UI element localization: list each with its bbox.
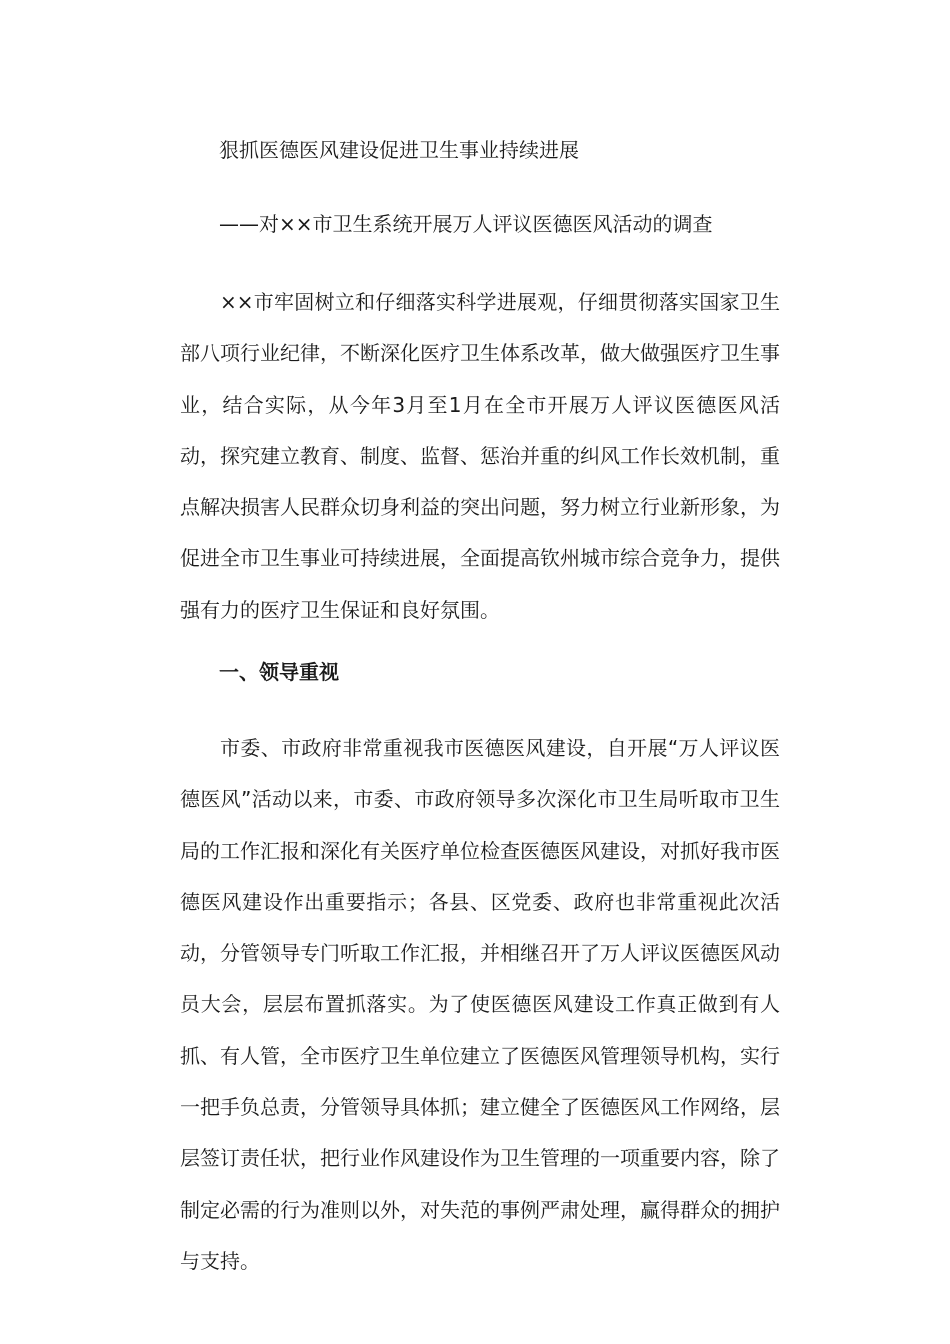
document-title: 狠抓医德医风建设促进卫生事业持续进展	[219, 138, 579, 162]
section-heading: 一、领导重视	[219, 660, 339, 684]
section-paragraph: 市委、市政府非常重视我市医德医风建设，自开展“万人评议医德医风”活动以来，市委、市政府领导多次深化市卫生局听取市卫生局的工作汇报和深化有关医疗单位检查医德医风建设，对抓好我市医德医风建设作出重要指示；各县、区党委、政府也非常重视此次活动，分管领导专门听取工作汇报，并相继召开了万人评议医德医风动员大会，层层布置抓落实。为了使医德医风建设工作真正做到有人抓、有人管，全市医疗卫生单位建立了医德医风管理领导机构，实行一把手负总责，分管领导具体抓；建立健全了医德医风工作网络，层层签订责任状，把行业作风建设作为卫生管理的一项重要内容，除了制定必需的行为准则以外，对失范的事例严肃处理，赢得群众的拥护与支持。	[180, 736, 780, 1273]
document-subtitle: ——对××市卫生系统开展万人评议医德医风活动的调查	[219, 212, 713, 236]
intro-paragraph: ××市牢固树立和仔细落实科学进展观，仔细贯彻落实国家卫生部八项行业纪律，不断深化医疗卫生体系改革，做大做强医疗卫生事业，结合实际，从今年3月至1月在全市开展万人评议医德医风活动，探究建立教育、制度、监督、惩治并重的纠风工作长效机制，重点解决损害人民群众切身利益的突出问题，努力树立行业新形象，为促进全市卫生事业可持续进展，全面提高钦州城市综合竞争力，提供强有力的医疗卫生保证和良好氛围。	[180, 290, 780, 622]
